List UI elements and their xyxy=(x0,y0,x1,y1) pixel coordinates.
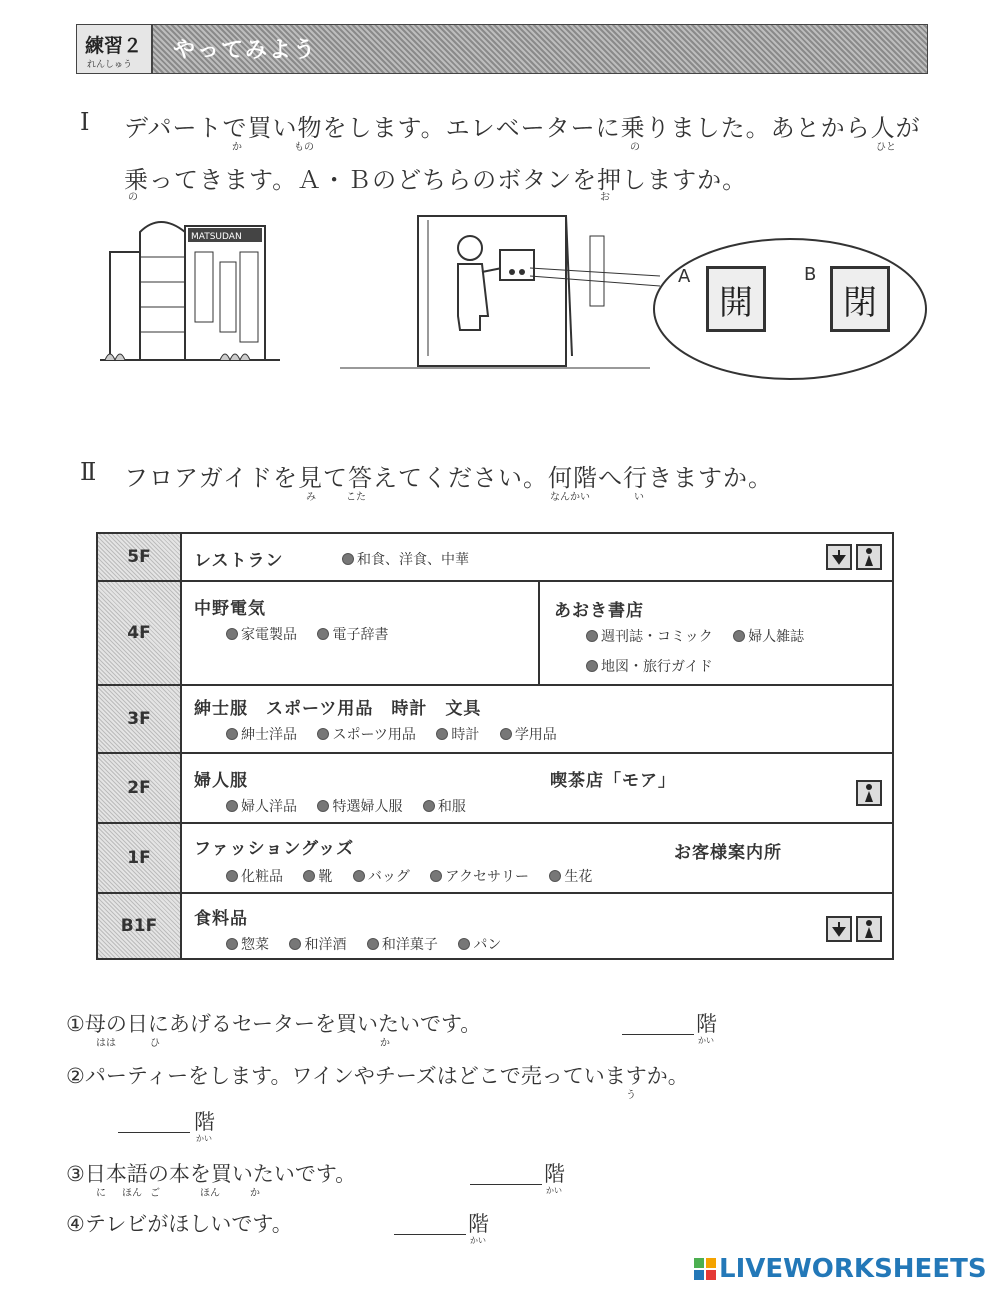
close-button[interactable] xyxy=(830,266,890,332)
item: 週刊誌・コミック xyxy=(586,629,713,645)
item-list xyxy=(342,549,485,569)
ruby: に xyxy=(96,1188,106,1199)
ruby: ご xyxy=(150,1188,160,1199)
floor-row-3f xyxy=(98,684,892,752)
section1-numeral: Ⅰ xyxy=(80,108,90,136)
ruby: はは xyxy=(96,1038,116,1049)
floor-guide-table xyxy=(96,532,894,960)
item: アクセサリー xyxy=(430,869,529,885)
question-2 xyxy=(66,1060,689,1090)
floor-label: 5F xyxy=(98,534,182,580)
ruby: ほん xyxy=(122,1188,142,1199)
bullet-icon xyxy=(342,553,354,565)
shop-name: あおき書店 xyxy=(554,601,644,621)
item: 靴 xyxy=(303,869,332,885)
floor-label: 2F xyxy=(98,754,182,822)
open-button-kanji: 開 xyxy=(719,282,753,323)
bullet-icon xyxy=(586,630,598,642)
bullet-icon xyxy=(423,800,435,812)
close-button-kanji: 閉 xyxy=(843,282,877,323)
column-divider xyxy=(538,582,540,684)
restroom-icon xyxy=(856,916,882,942)
floor-row-2f xyxy=(98,752,892,822)
item: 和洋酒 xyxy=(289,937,346,953)
restroom-icon xyxy=(856,544,882,570)
answer-blank-1[interactable] xyxy=(622,1012,694,1035)
item: パン xyxy=(458,937,501,953)
question-number: ② xyxy=(66,1064,85,1088)
exercise-tag-ruby: れんしゅう xyxy=(87,60,133,70)
ruby: かい xyxy=(470,1236,486,1245)
shop-name: 食料品 xyxy=(194,909,248,929)
ruby: ひと xyxy=(876,142,896,153)
bullet-icon xyxy=(226,800,238,812)
question-text: 日本語の本を買いたいです。 xyxy=(84,1162,357,1186)
ruby: う xyxy=(626,1090,636,1101)
item: 地図・旅行ガイド xyxy=(586,659,713,675)
item: 惣菜 xyxy=(226,937,269,953)
item: 和食、洋食、中華 xyxy=(342,552,469,568)
question-number: ④ xyxy=(66,1212,85,1236)
question-number: ① xyxy=(66,1012,85,1036)
answer-blank-3[interactable] xyxy=(470,1162,542,1185)
floor-suffix: 階 xyxy=(696,1012,717,1036)
floor-label: B1F xyxy=(98,894,182,958)
item: 化粧品 xyxy=(226,869,283,885)
exercise-tag-text: 練習２ xyxy=(85,35,143,57)
bullet-icon xyxy=(458,938,470,950)
section2-prompt: フロアガイドを見て答えてください。何階へ行きますか。 xyxy=(124,464,774,492)
bullet-icon xyxy=(226,728,238,740)
ruby: かい xyxy=(196,1134,212,1143)
item: 特選婦人服 xyxy=(317,799,402,815)
shop-name: 婦人服 xyxy=(194,771,248,791)
bullet-icon xyxy=(586,660,598,672)
liveworksheets-icon xyxy=(694,1258,716,1280)
bullet-icon xyxy=(303,870,315,882)
floor-suffix: 階 xyxy=(544,1162,565,1186)
header-title: やってみよう xyxy=(173,38,318,63)
answer-blank-4[interactable] xyxy=(394,1212,466,1235)
open-button[interactable] xyxy=(706,266,766,332)
floor-label: 3F xyxy=(98,686,182,752)
ruby: の xyxy=(128,192,138,203)
floor-row-b1f xyxy=(98,892,892,958)
ruby: か xyxy=(250,1188,260,1199)
button-b-label: B xyxy=(804,264,817,285)
store-sign: MATSUDAN xyxy=(191,232,242,242)
item: 生花 xyxy=(549,869,592,885)
ruby: ひ xyxy=(150,1038,160,1049)
button-a-label: A xyxy=(678,266,691,287)
item-list xyxy=(226,624,404,644)
restroom-icon xyxy=(856,780,882,806)
section1-line1: デパートで買い物をします。エレベーターに乗りました。あとから人が xyxy=(124,114,921,142)
bullet-icon xyxy=(226,870,238,882)
item: 紳士洋品 xyxy=(226,727,297,743)
question-1 xyxy=(66,1008,481,1038)
ruby: の xyxy=(630,142,640,153)
floor-row-5f xyxy=(98,534,892,580)
question-text: テレビがほしいです。 xyxy=(84,1212,293,1236)
shop-name: ファッショングッズ xyxy=(194,839,355,859)
ruby: か xyxy=(380,1038,390,1049)
shop-name: 中野電気 xyxy=(194,599,266,619)
bullet-icon xyxy=(289,938,301,950)
bullet-icon xyxy=(549,870,561,882)
liveworksheets-logo xyxy=(694,1254,987,1284)
bullet-icon xyxy=(500,728,512,740)
item: 時計 xyxy=(436,727,479,743)
item: 家電製品 xyxy=(226,627,297,643)
item: 学用品 xyxy=(500,727,557,743)
item: バッグ xyxy=(353,869,410,885)
bullet-icon xyxy=(226,938,238,950)
brand-text: LIVEWORKSHEETS xyxy=(719,1254,987,1284)
item-list xyxy=(226,934,517,954)
bullet-icon xyxy=(226,628,238,640)
bullet-icon xyxy=(317,728,329,740)
department-store-illustration xyxy=(100,212,280,374)
answer-blank-2[interactable] xyxy=(118,1110,190,1133)
bullet-icon xyxy=(430,870,442,882)
item-list xyxy=(586,656,729,676)
item-list xyxy=(226,796,482,816)
floor-row-4f xyxy=(98,580,892,684)
ruby: お xyxy=(600,192,610,203)
shop-name: 紳士服 スポーツ用品 時計 文具 xyxy=(194,699,482,719)
item-list xyxy=(226,866,608,886)
shop-name: お客様案内所 xyxy=(674,843,782,863)
floor-suffix: 階 xyxy=(194,1110,215,1134)
bullet-icon xyxy=(353,870,365,882)
section2-numeral: Ⅱ xyxy=(80,458,97,486)
ruby: かい xyxy=(546,1186,562,1195)
question-number: ③ xyxy=(66,1162,85,1186)
item: 婦人雑誌 xyxy=(733,629,804,645)
exercise-tag xyxy=(77,25,153,73)
item: 婦人洋品 xyxy=(226,799,297,815)
section1-line2: 乗ってきます。Ａ・Ｂのどちらのボタンを押しますか。 xyxy=(124,166,748,194)
item: スポーツ用品 xyxy=(317,727,415,743)
bullet-icon xyxy=(733,630,745,642)
ruby: もの xyxy=(294,142,314,153)
question-text: 母の日にあげるセーターを買いたいです。 xyxy=(84,1012,482,1036)
ruby: い xyxy=(634,492,644,503)
shop-name: レストラン xyxy=(194,551,284,571)
section-header xyxy=(76,24,928,74)
item-list xyxy=(226,724,573,744)
ruby: こた xyxy=(346,492,366,503)
bullet-icon xyxy=(367,938,379,950)
bullet-icon xyxy=(436,728,448,740)
shop-name: 喫茶店「モア」 xyxy=(550,771,676,791)
elevator-illustration xyxy=(340,206,670,382)
floor-label: 1F xyxy=(98,824,182,892)
question-text: パーティーをします。ワインやチーズはどこで売っていますか。 xyxy=(84,1064,689,1088)
ruby: ほん xyxy=(200,1188,220,1199)
item: 和服 xyxy=(423,799,466,815)
ruby: かい xyxy=(698,1036,714,1045)
item: 電子辞書 xyxy=(317,627,388,643)
item-list xyxy=(586,626,820,646)
bullet-icon xyxy=(317,800,329,812)
item: 和洋菓子 xyxy=(367,937,438,953)
ruby: み xyxy=(306,492,316,503)
elevator-down-icon xyxy=(826,544,852,570)
question-4 xyxy=(66,1208,293,1238)
ruby: か xyxy=(232,142,242,153)
floor-suffix: 階 xyxy=(468,1212,489,1236)
elevator-down-icon xyxy=(826,916,852,942)
bullet-icon xyxy=(317,628,329,640)
floor-row-1f xyxy=(98,822,892,892)
floor-label: 4F xyxy=(98,582,182,684)
ruby: なんかい xyxy=(550,492,590,503)
